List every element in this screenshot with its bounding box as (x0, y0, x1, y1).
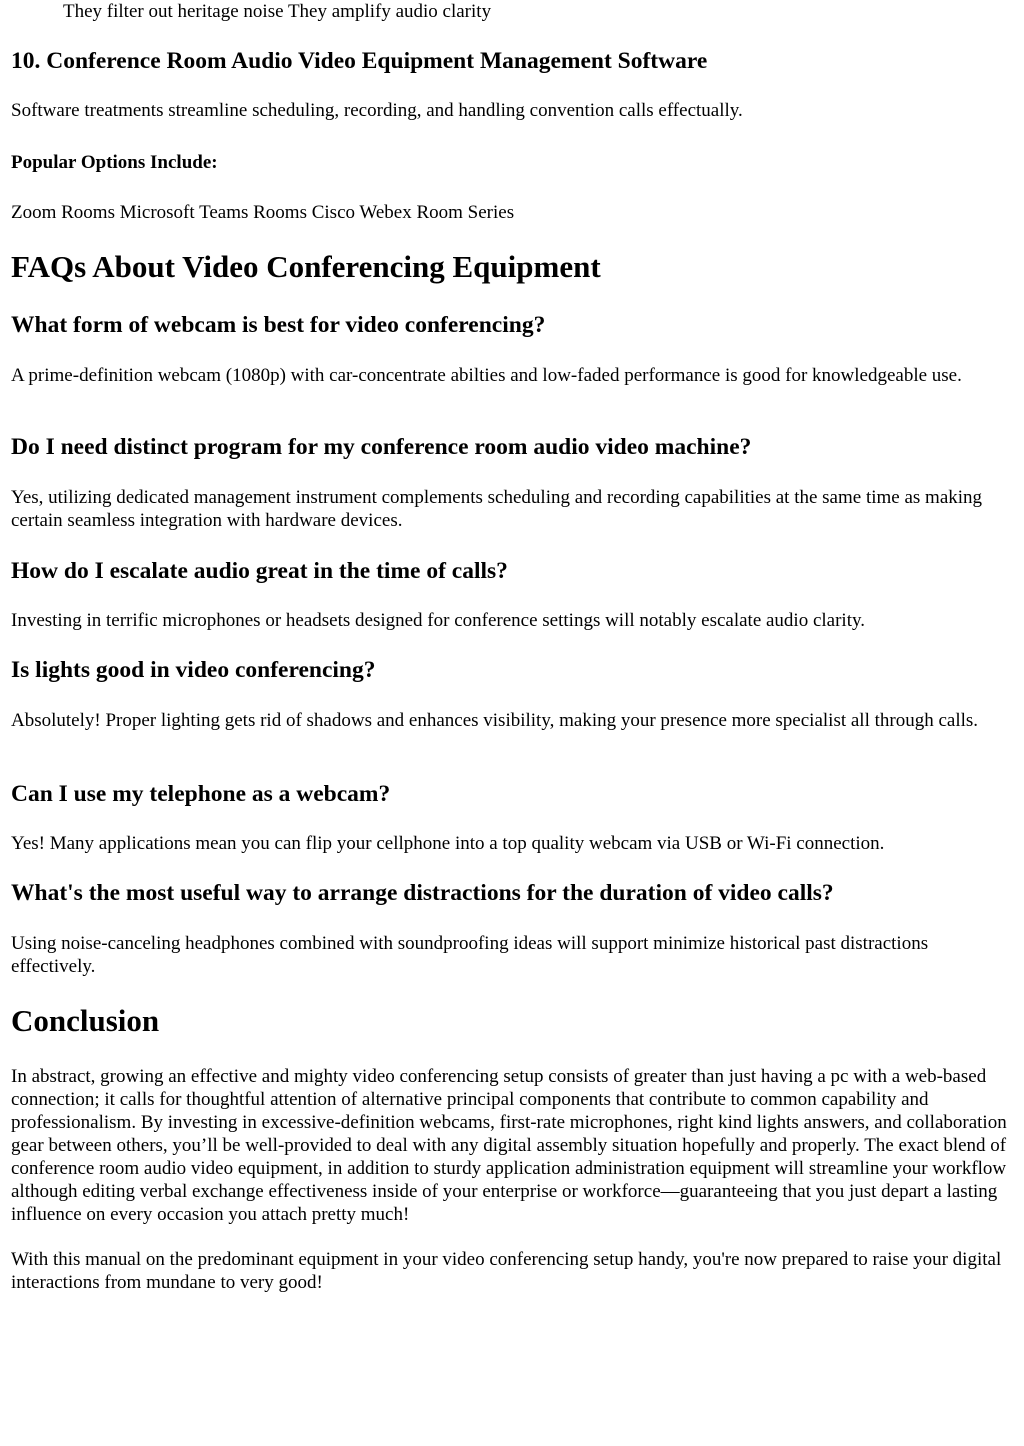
section-10-heading: 10. Conference Room Audio Video Equipment Management Software (11, 48, 708, 74)
faq-answer: Yes, utilizing dedicated management instrument complements scheduling and recording capabilities at the same time as making certain seamless integration with hardware devices. (11, 487, 983, 531)
faq-answer: Investing in terrific microphones or headsets designed for conference settings will notably escalate audio clarity. (11, 610, 866, 631)
faq-question: Do I need distinct program for my conference room audio video machine? (11, 434, 752, 460)
faq-question: Is lights good in video conferencing? (11, 657, 376, 683)
faq-question: What's the most useful way to arrange distractions for the duration of video calls? (11, 880, 834, 906)
faq-question: What form of webcam is best for video conferencing? (11, 312, 546, 338)
faq-answer: Absolutely! Proper lighting gets rid of shadows and enhances visibility, making your presence more specialist all through calls. (11, 710, 979, 731)
faq-answer: Yes! Many applications mean you can flip your cellphone into a top quality webcam via USB or Wi-Fi connection. (11, 833, 885, 854)
conclusion-heading: Conclusion (11, 1003, 160, 1038)
faqs-heading: FAQs About Video Conferencing Equipment (11, 249, 601, 284)
faq-question: Can I use my telephone as a webcam? (11, 781, 391, 807)
faq-question: How do I escalate audio great in the time of calls? (11, 558, 508, 584)
popular-options-list: Zoom Rooms Microsoft Teams Rooms Cisco Webex Room Series (11, 202, 515, 223)
conclusion-paragraph: With this manual on the predominant equipment in your video conferencing setup handy, you're now prepared to raise your digital interactions from mundane to very good! (11, 1249, 1002, 1293)
intro-line: They filter out heritage noise They amplify audio clarity (63, 1, 492, 22)
faq-answer: A prime-definition webcam (1080p) with car-concentrate abilties and low-faded performance is good for knowledgeable use. (11, 365, 962, 386)
popular-options-label: Popular Options Include: (11, 152, 218, 173)
section-10-text: Software treatments streamline scheduling, recording, and handling convention calls effectually. (11, 100, 743, 121)
faq-answer: Using noise-canceling headphones combined with soundproofing ideas will support minimize historical past distractions effectively. (11, 933, 929, 977)
conclusion-paragraph: In abstract, growing an effective and mighty video conferencing setup consists of greater than just having a pc with a web-based connection; it calls for thoughtful attention of alternative principal components that contribute to common capability and professionalism. By investing in excessive-definition webcams, first-rate microphones, right kind lights answers, and collaboration gear between others, you’ll be well-provided to deal with any digital assembly situation hopefully and properly. The exact blend of conference room audio video equipment, in addition to sturdy application administration equipment will streamline your workflow although editing verbal exchange effectiveness inside of your enterprise or workforce—guaranteeing that you just depart a lasting influence on every occasion you attach pretty much! (11, 1066, 1007, 1225)
